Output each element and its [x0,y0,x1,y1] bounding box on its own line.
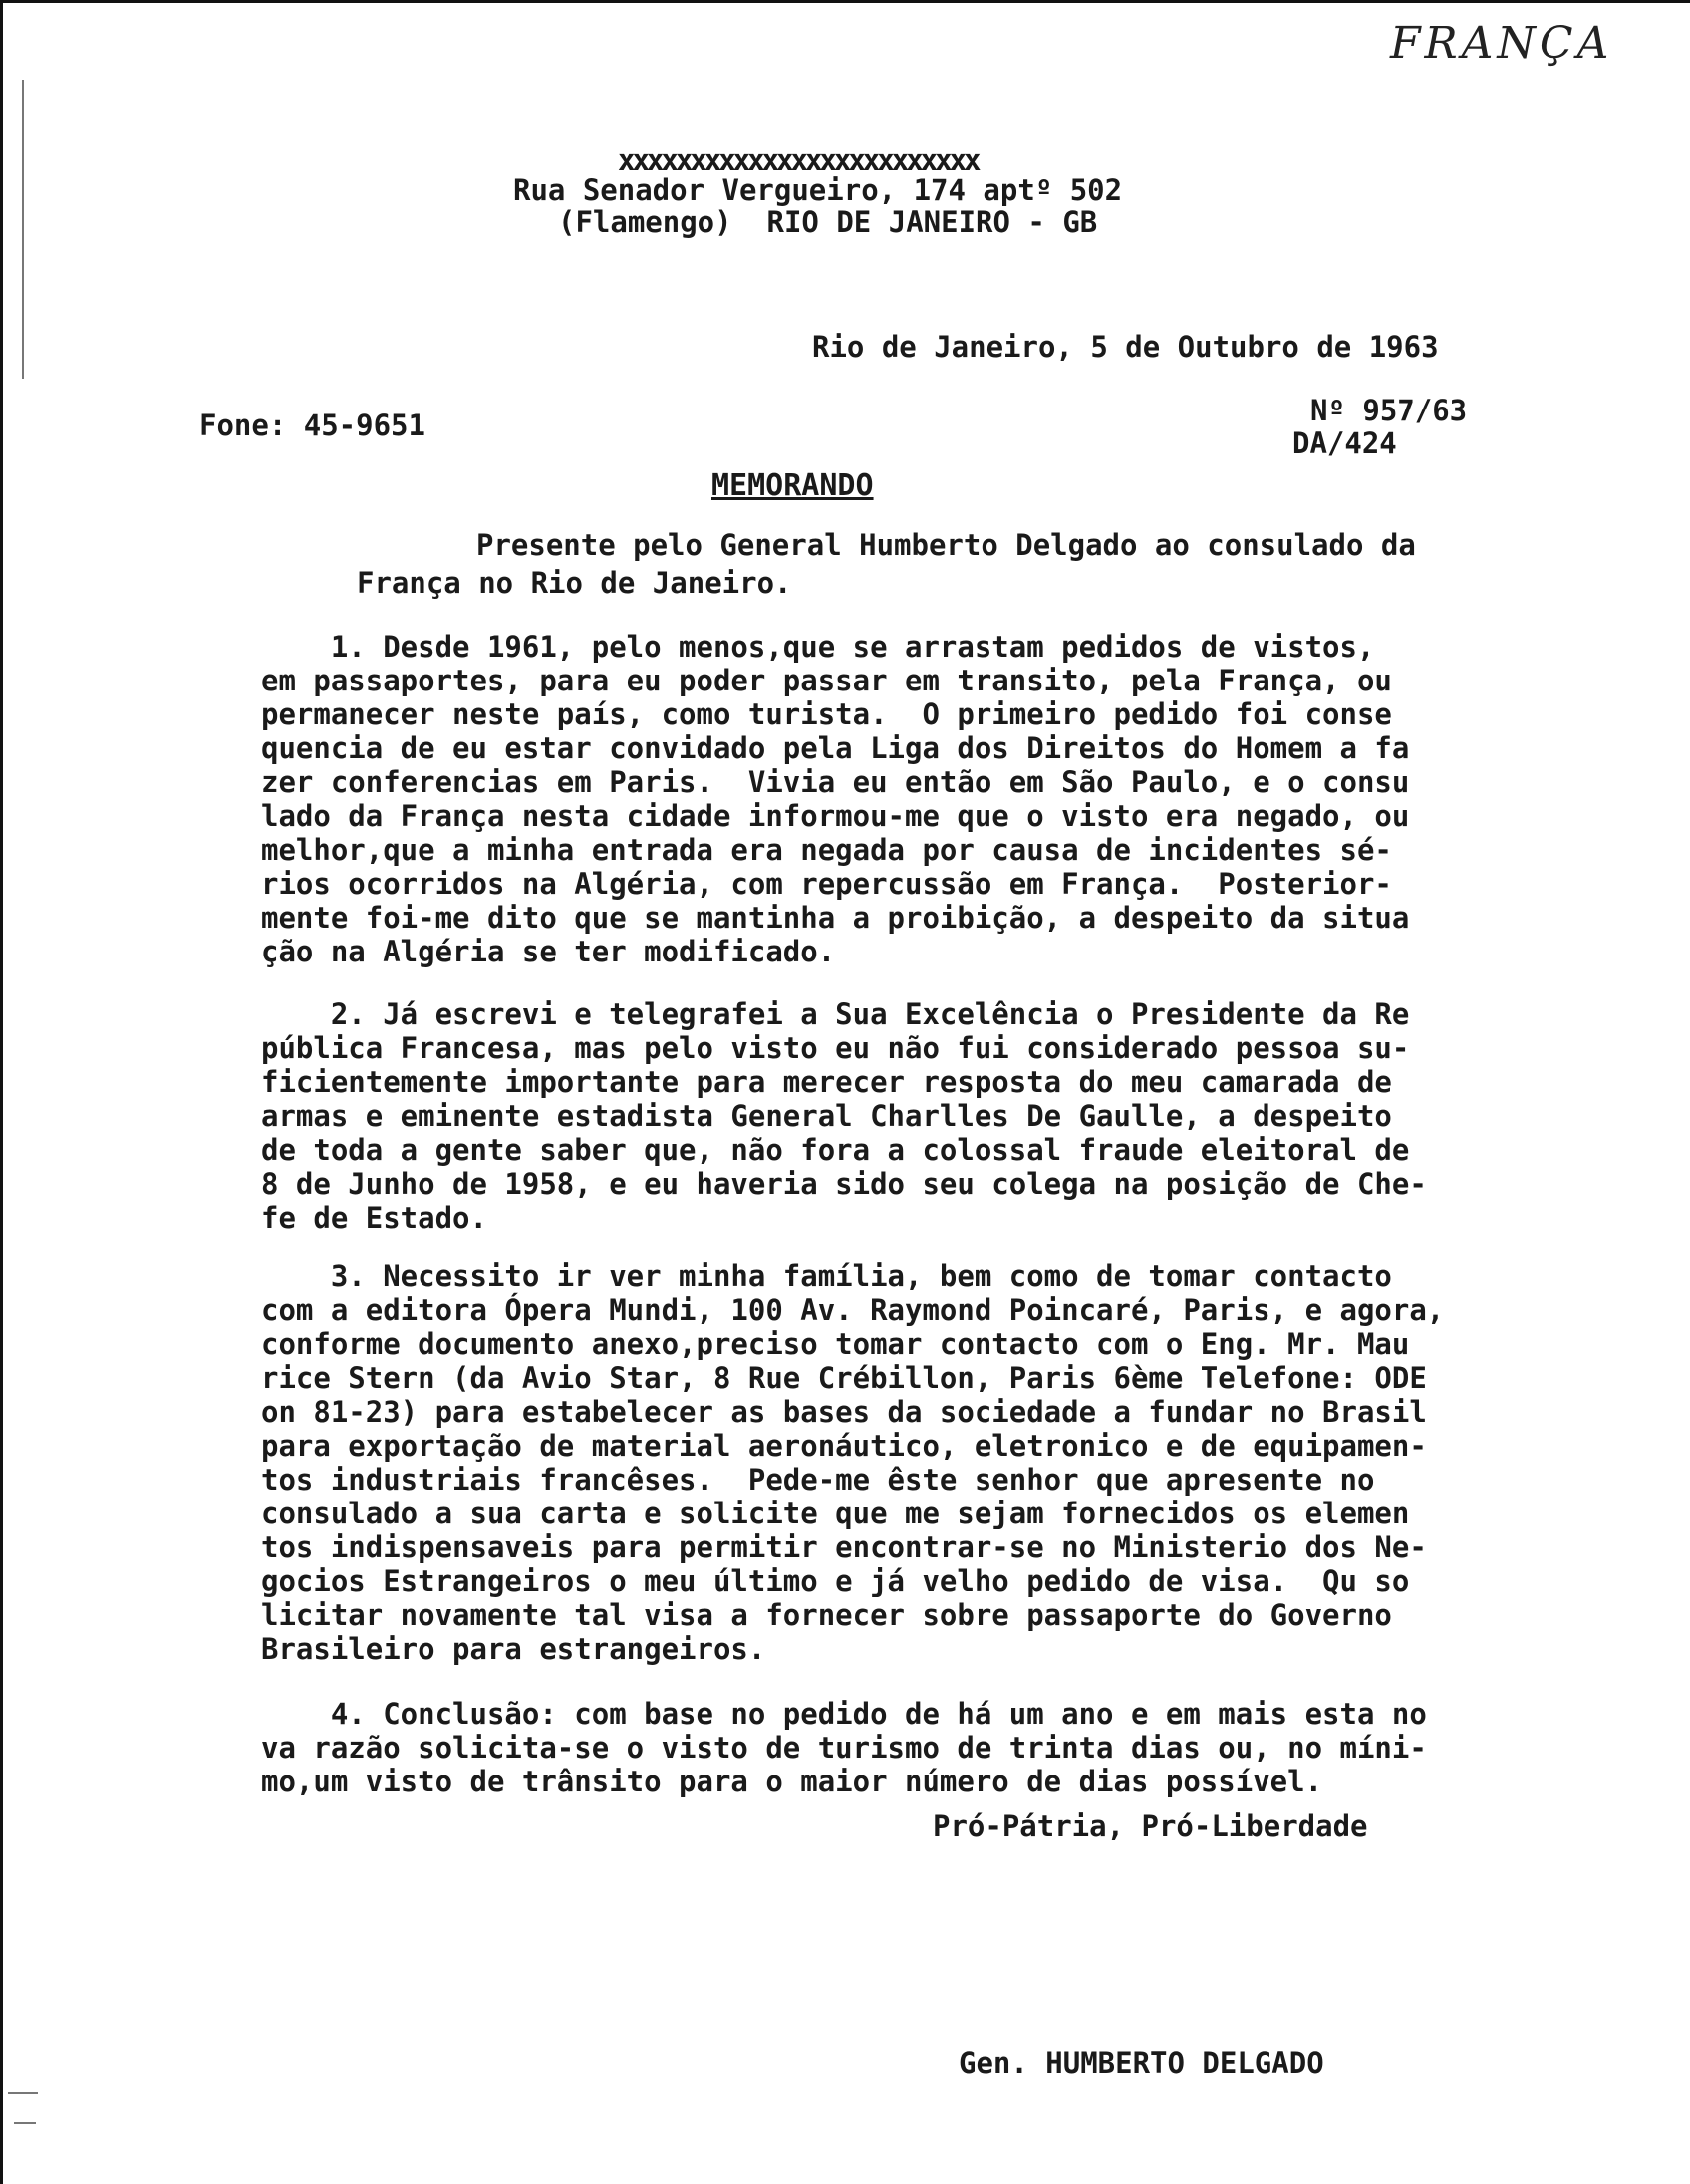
letter-date: Rio de Janeiro, 5 de Outubro de 1963 [812,330,1439,364]
struck-out-line: xxxxxxxxxxxxxxxxxxxxxxxxx [618,143,979,177]
paragraph-line: gocios Estrangeiros o meu último e já velho pedido de visa. Qu so [261,1564,1410,1598]
paragraph-line: licitar novamente tal visa a fornecer sobre passaporte do Governo [261,1598,1392,1632]
paragraph-2 [261,997,1596,1234]
paragraph-line: mente foi-me dito que se mantinha a proibição, a despeito da situa [261,901,1410,935]
paragraph-line: consulado a sua carta e solicite que me sejam fornecidos os elemen [261,1497,1410,1530]
paragraph-line: pública Francesa, mas pelo visto eu não fui considerado pessoa su- [261,1031,1410,1065]
closing-motto: Pró-Pátria, Pró-Liberdade [933,1809,1368,1843]
paragraph-line: permanecer neste país, como turista. O primeiro pedido foi conse [261,697,1392,731]
paragraph-line: ção na Algéria se ter modificado. [261,935,836,968]
paragraph-line: em passaportes, para eu poder passar em transito, pela França, ou [261,664,1392,697]
signature-name: Gen. HUMBERTO DELGADO [959,2047,1324,2080]
paragraph-line: armas e eminente estadista General Charlles De Gaulle, a despeito [261,1099,1392,1133]
paragraph-line: tos indispensaveis para permitir encontrar-se no Ministerio dos Ne- [261,1530,1427,1564]
paragraph-line: conforme documento anexo,preciso tomar contacto com o Eng. Mr. Mau [261,1327,1410,1361]
reference-number: Nº 957/63 [1310,394,1468,427]
paragraph-line: rios ocorridos na Algéria, com repercussão em França. Posterior- [261,867,1392,901]
paragraph-line: tos industriais francêses. Pede-me êste senhor que apresente no [261,1463,1375,1497]
paragraph-line: zer conferencias em Paris. Vivia eu então em São Paulo, e o consu [261,765,1410,799]
paragraph-line: 2. Já escrevi e telegrafei a Sua Excelência o Presidente da Re [261,997,1410,1031]
phone-number: Fone: 45-9651 [199,409,425,442]
page-border-left [0,0,3,2184]
paragraph-line: rice Stern (da Avio Star, 8 Rue Crébillon, Paris 6ème Telefone: ODE [261,1361,1427,1395]
intro-line-1: Presente pelo General Humberto Delgado ao consulado da [476,528,1416,562]
paragraph-line: 1. Desde 1961, pelo menos,que se arrastam pedidos de vistos, [261,630,1375,664]
paragraph-line: ficientemente importante para merecer resposta do meu camarada de [261,1065,1392,1099]
page-border-top [0,0,1690,3]
scan-artifact [8,2092,38,2094]
paragraph-line: va razão solicita-se o visto de turismo de trinta dias ou, no míni- [261,1731,1427,1765]
document-title: MEMORANDO [711,468,874,503]
paragraph-line: 3. Necessito ir ver minha família, bem como de tomar contacto [261,1259,1392,1293]
paragraph-line: Brasileiro para estrangeiros. [261,1632,766,1666]
paragraph-line: para exportação de material aeronáutico, eletronico e de equipamen- [261,1429,1427,1463]
paragraph-line: mo,um visto de trânsito para o maior número de dias possível. [261,1765,1323,1798]
paragraph-3 [261,1259,1596,1666]
intro-line-2: França no Rio de Janeiro. [357,566,792,600]
address-line-2: (Flamengo) RIO DE JANEIRO - GB [558,205,1098,239]
handwritten-annotation: FRANÇA [1390,18,1613,69]
paragraph-line: melhor,que a minha entrada era negada por causa de incidentes sé- [261,833,1392,867]
paragraph-line: lado da França nesta cidade informou-me que o visto era negado, ou [261,799,1410,833]
scan-edge-mark [22,80,24,379]
scan-artifact [14,2122,36,2124]
paragraph-line: 4. Conclusão: com base no pedido de há um ano e em mais esta no [261,1697,1427,1731]
paragraph-line: fe de Estado. [261,1201,487,1234]
paragraph-line: quencia de eu estar convidado pela Liga dos Direitos do Homem a fa [261,731,1410,765]
paragraph-line: de toda a gente saber que, não fora a colossal fraude eleitoral de [261,1133,1410,1167]
paragraph-line: on 81-23) para estabelecer as bases da sociedade a fundar no Brasil [261,1395,1427,1429]
paragraph-line: 8 de Junho de 1958, e eu haveria sido seu colega na posição de Che- [261,1167,1427,1201]
address-line-1: Rua Senador Vergueiro, 174 aptº 502 [513,173,1123,207]
paragraph-1 [261,630,1596,968]
paragraph-4 [261,1697,1596,1798]
paragraph-line: com a editora Ópera Mundi, 100 Av. Raymond Poincaré, Paris, e agora, [261,1293,1445,1327]
reference-code: DA/424 [1292,426,1397,460]
